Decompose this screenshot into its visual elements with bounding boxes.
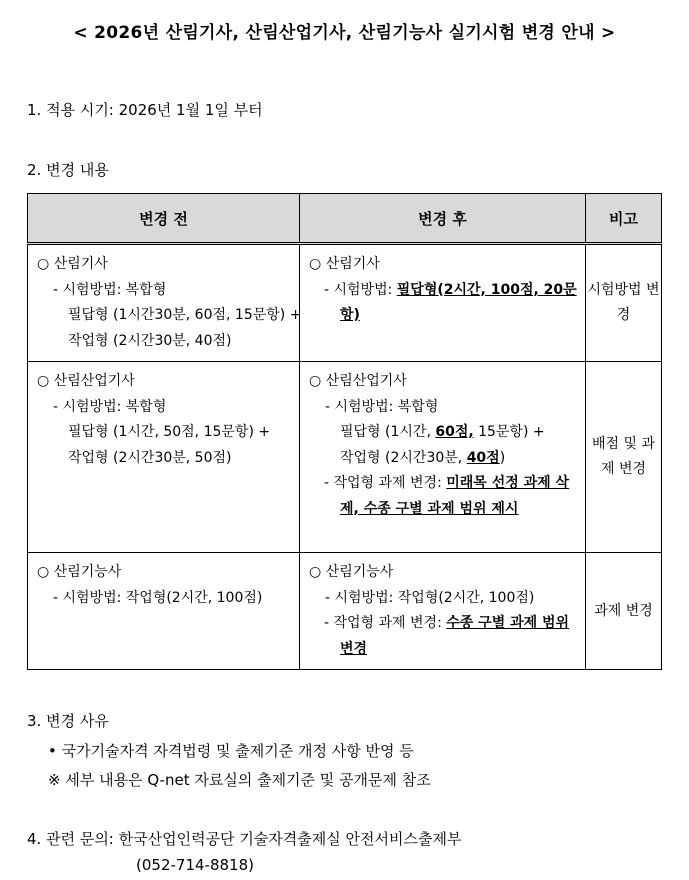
- page-title: < 2026년 산림기사, 산림산업기사, 산림기능사 실기시험 변경 안내 >: [73, 23, 616, 43]
- practical-exam: 작업형 (2시간30분, 50점): [68, 449, 232, 466]
- exam-method: - 시험방법: 복합형: [53, 398, 167, 415]
- exam-method: - 시험방법: 작업형(2시간, 100점): [53, 589, 263, 606]
- note-cell: 과제 변경: [586, 553, 662, 670]
- exam-method: - 시험방법: 복합형: [325, 398, 439, 415]
- written-score-changed: 60점,: [435, 424, 474, 440]
- qualification-name: ○ 산림기능사: [309, 564, 394, 580]
- section-reason-heading: 3. 변경 사유: [27, 712, 109, 730]
- task-change-detail: 수종 구별 과제 범위 변경: [340, 615, 570, 657]
- after-cell: [300, 553, 586, 670]
- before-cell: [28, 244, 300, 362]
- effective-date: 1. 적용 시기: 2026년 1월 1일 부터: [27, 101, 263, 119]
- written-exam-text-end: 15문항) +: [473, 424, 545, 440]
- task-change-label: - 작업형 과제 변경:: [324, 475, 447, 491]
- exam-method-changed: 필답형(2시간, 100점, 20문항): [340, 281, 577, 323]
- written-exam: 필답형 (1시간, 50점, 15문항) +: [68, 424, 271, 440]
- task-change-detail: 미래목 선정 과제 삭제, 수종 구별 과제 범위 제시: [340, 475, 570, 517]
- practical-exam-text: 작업형 (2시간30분,: [340, 449, 467, 466]
- header-note: 비고: [586, 194, 662, 244]
- table-row: [28, 244, 662, 362]
- qualification-name: ○ 산림산업기사: [37, 373, 135, 389]
- practical-exam-text-end: ): [499, 449, 506, 466]
- qualification-name: ○ 산림기능사: [37, 564, 122, 580]
- reason-bullet: • 국가기술자격 자격법령 및 출제기준 개정 사항 반영 등: [48, 742, 414, 760]
- table-row: [28, 553, 662, 670]
- exam-method: - 시험방법: 작업형(2시간, 100점): [325, 589, 535, 606]
- written-exam: 필답형 (1시간30분, 60점, 15문항) +: [68, 307, 302, 323]
- qualification-name: ○ 산림산업기사: [309, 373, 407, 389]
- reference-note: ※ 세부 내용은 Q-net 자료실의 출제기준 및 공개문제 참조: [48, 771, 431, 789]
- qualification-name: ○ 산림기사: [37, 256, 108, 272]
- contact-info: 4. 관련 문의: 한국산업인력공단 기술자격출제실 안전서비스출제부: [27, 830, 462, 848]
- written-exam-text: 필답형 (1시간,: [340, 424, 436, 440]
- exam-method: - 시험방법: 복합형: [53, 281, 167, 298]
- section-changes-heading: 2. 변경 내용: [27, 161, 109, 179]
- table-row: [28, 362, 662, 553]
- practical-score-changed: 40점: [466, 449, 500, 466]
- before-cell: [28, 553, 300, 670]
- header-after: 변경 후: [300, 194, 586, 244]
- practical-exam: 작업형 (2시간30분, 40점): [68, 332, 232, 349]
- header-before: 변경 전: [28, 194, 300, 244]
- qualification-name: ○ 산림기사: [309, 256, 380, 272]
- table-header-row: [28, 194, 662, 244]
- after-cell: [300, 244, 586, 362]
- after-cell: [300, 362, 586, 553]
- note-cell: 배점 및 과제 변경: [586, 362, 662, 553]
- before-cell: [28, 362, 300, 553]
- change-table: [27, 193, 662, 670]
- task-change-label: - 작업형 과제 변경:: [324, 615, 447, 631]
- exam-method-label: - 시험방법:: [324, 281, 397, 298]
- contact-phone: (052-714-8818): [136, 856, 254, 874]
- note-cell: 시험방법 변경: [586, 244, 662, 362]
